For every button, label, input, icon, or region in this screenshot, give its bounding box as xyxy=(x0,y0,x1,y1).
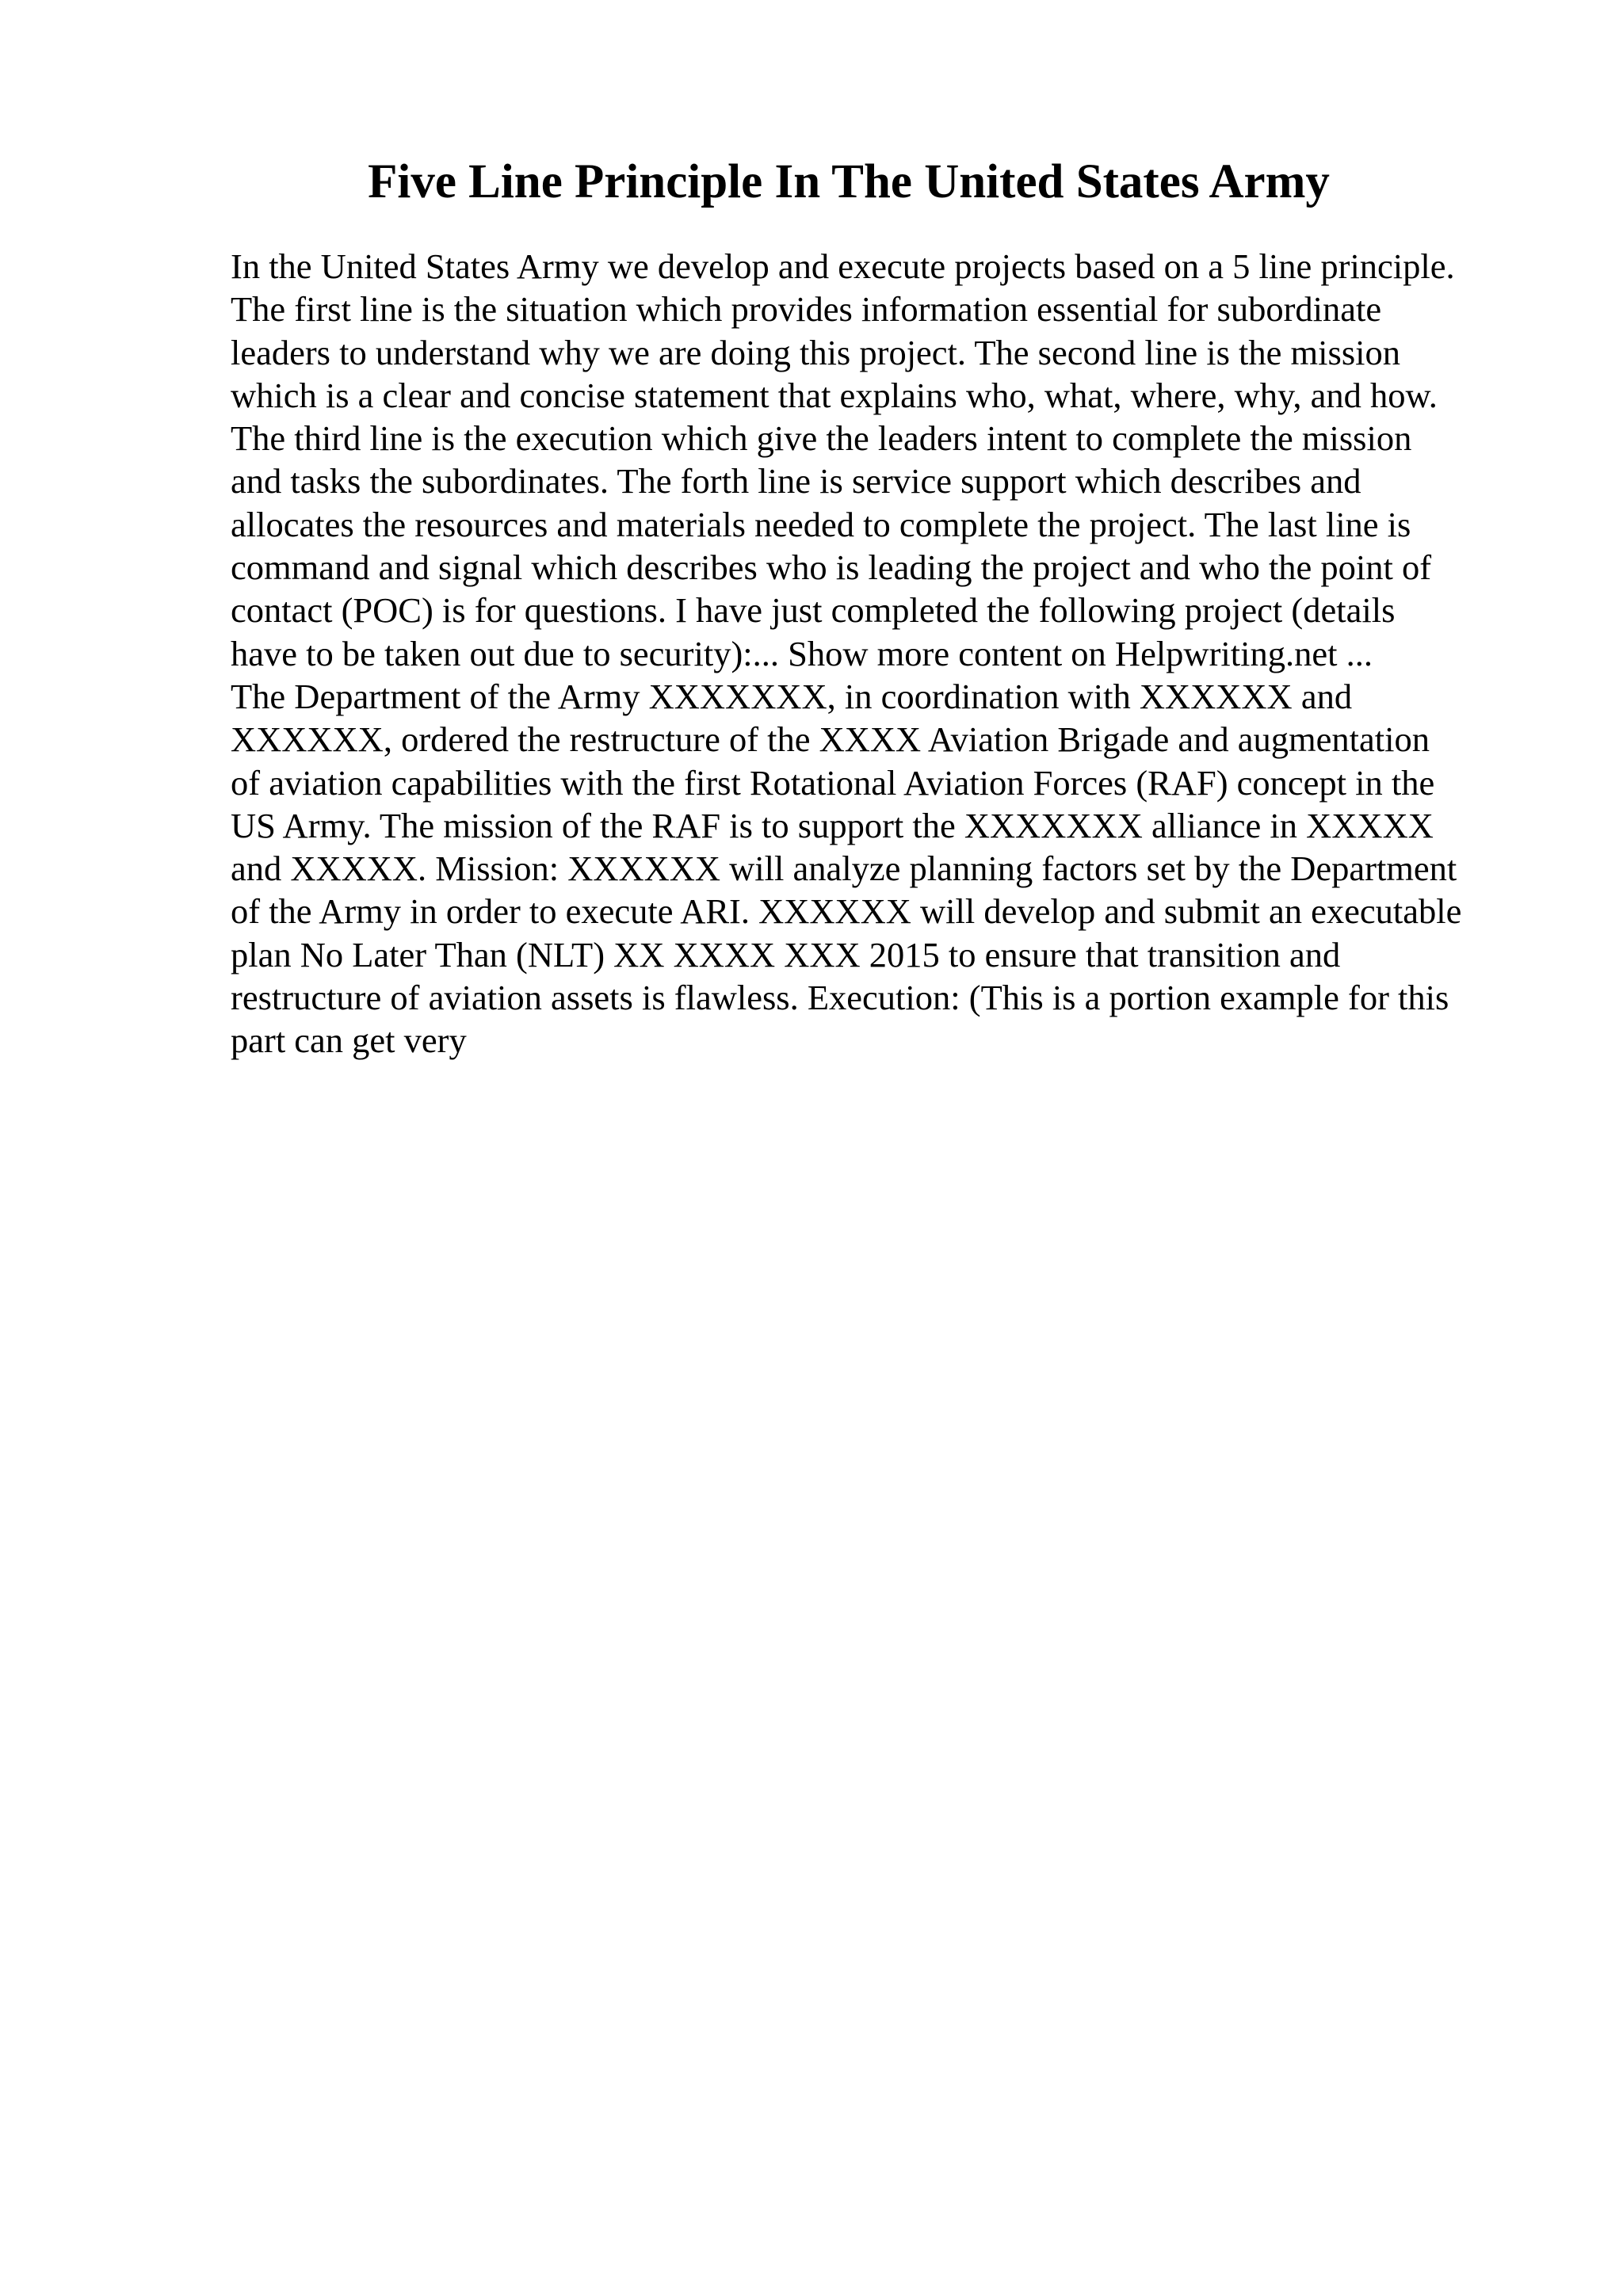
document-title: Five Line Principle In The United States Army xyxy=(368,155,1330,208)
document-body xyxy=(231,245,1467,1062)
paragraph-intro: In the United States Army we develop and execute projects based on a 5 line principle. The first line is the situation which provides information essential for subordinate leaders to understand why we are doing this project. The second line is the mission which is a clear and concise statement that explains who, what, where, why, and how. The third line is the execution which give the leaders intent to complete the mission and tasks the subordinates. The forth line is service support which describes and allocates the resources and materials needed to complete the project. The last line is command and signal which describes who is leading the project and who the point of contact (POC) is for questions. I have just completed the following project (details have to be taken out due to security):... Show more content on Helpwriting.net ... xyxy=(231,246,1455,673)
paragraph-project-details: The Department of the Army XXXXXXX, in coordination with XXXXXX and XXXXXX, ordered the restructure of the XXXX Aviation Brigade and augmentation of aviation capabilities with the first Rotational Aviation Forces (RAF) concept in the US Army. The mission of the RAF is to support the XXXXXXX alliance in XXXXX and XXXXX. Mission: XXXXXX will analyze planning factors set by the Department of the Army in order to execute ARI. XXXXXX will develop and submit an executable plan No Later Than (NLT) XX XXXX XXX 2015 to ensure that transition and restructure of aviation assets is flawless. Execution: (This is a portion example for this part can get very xyxy=(231,676,1462,1061)
